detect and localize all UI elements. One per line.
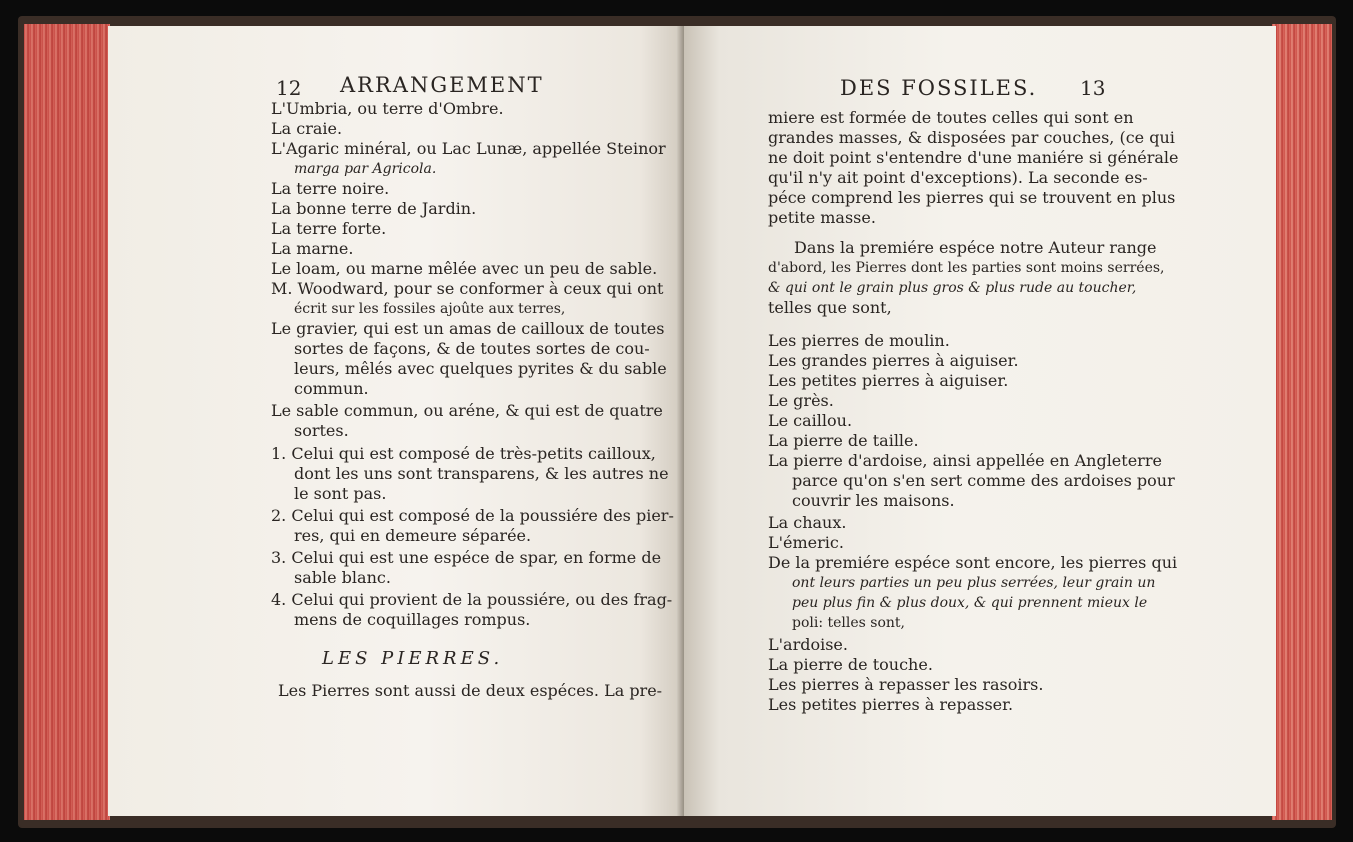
text-line: Le gravier, qui est un amas de cailloux de toutes: [271, 319, 665, 338]
text-line: L'ardoise.: [768, 635, 848, 654]
text-line: res, qui en demeure séparée.: [294, 526, 532, 545]
text-line: petite masse.: [768, 208, 876, 227]
text-line: sable blanc.: [294, 568, 391, 587]
page-number-right: 13: [1080, 76, 1106, 100]
text-line: Les petites pierres à repasser.: [768, 695, 1014, 714]
text-line: mens de coquillages rompus.: [294, 610, 531, 629]
page-number-left: 12: [276, 76, 302, 100]
text-line: De la premiére espéce sont encore, les pierres qui: [768, 553, 1178, 572]
page-edges-right: [1272, 24, 1332, 820]
text-line: Dans la premiére espéce notre Auteur range: [794, 238, 1157, 257]
text-line: Les pierres à repasser les rasoirs.: [768, 675, 1044, 694]
running-head-right: DES FOSSILES.: [840, 76, 1038, 100]
text-line: péce comprend les pierres qui se trouvent en plus: [768, 188, 1176, 207]
text-line: La terre forte.: [271, 219, 387, 238]
text-line: peu plus fin & plus doux, & qui prennent mieux le: [792, 595, 1148, 611]
text-line: 4. Celui qui provient de la poussiére, ou des frag-: [271, 590, 673, 609]
running-head-left: ARRANGEMENT: [340, 73, 544, 97]
text-line: ont leurs parties un peu plus serrées, leur grain un: [792, 575, 1156, 591]
text-line: La pierre d'ardoise, ainsi appellée en Angleterre: [768, 451, 1162, 470]
text-line: Les grandes pierres à aiguiser.: [768, 351, 1019, 370]
page-edges-left: [24, 24, 110, 820]
text-line: Le grès.: [768, 391, 834, 410]
text-line: La chaux.: [768, 513, 847, 532]
text-line: telles que sont,: [768, 298, 892, 317]
text-line: dont les uns sont transparens, & les autres ne: [294, 464, 669, 483]
text-line: 2. Celui qui est composé de la poussiére des pier-: [271, 506, 674, 525]
section-title: LES PIERRES.: [322, 648, 504, 669]
left-page: [108, 26, 686, 816]
text-line: d'abord, les Pierres dont les parties sont moins serrées,: [768, 260, 1165, 276]
text-line: Le sable commun, ou aréne, & qui est de quatre: [271, 401, 663, 420]
text-line: le sont pas.: [294, 484, 387, 503]
text-line: Le caillou.: [768, 411, 853, 430]
text-line: miere est formée de toutes celles qui sont en: [768, 108, 1134, 127]
right-page: [684, 26, 1276, 816]
text-line: La pierre de taille.: [768, 431, 919, 450]
text-line: poli: telles sont,: [792, 615, 906, 631]
text-line: écrit sur les fossiles ajoûte aux terres,: [294, 301, 566, 317]
text-line: La terre noire.: [271, 179, 390, 198]
text-line: parce qu'on s'en sert comme des ardoises pour: [792, 471, 1175, 490]
text-line: grandes masses, & disposées par couches, (ce qui: [768, 128, 1175, 147]
text-line: Les pierres de moulin.: [768, 331, 950, 350]
text-line: La pierre de touche.: [768, 655, 933, 674]
text-line: L'Umbria, ou terre d'Ombre.: [271, 99, 504, 118]
text-line: leurs, mêlés avec quelques pyrites & du sable: [294, 359, 667, 378]
text-line: L'Agaric minéral, ou Lac Lunæ, appellée Steinor: [271, 139, 666, 158]
text-line: M. Woodward, pour se conformer à ceux qui ont: [271, 279, 664, 298]
text-line: couvrir les maisons.: [792, 491, 955, 510]
text-line: qu'il n'y ait point d'exceptions). La seconde es-: [768, 168, 1148, 187]
text-line: 1. Celui qui est composé de très-petits cailloux,: [271, 444, 656, 463]
text-line: Les petites pierres à aiguiser.: [768, 371, 1009, 390]
text-line: Les Pierres sont aussi de deux espéces. La pre-: [278, 681, 663, 700]
text-line: Le loam, ou marne mêlée avec un peu de sable.: [271, 259, 658, 278]
text-line: & qui ont le grain plus gros & plus rude au toucher,: [768, 280, 1137, 296]
text-line: La bonne terre de Jardin.: [271, 199, 477, 218]
text-line: La marne.: [271, 239, 354, 258]
text-line: sortes de façons, & de toutes sortes de cou-: [294, 339, 650, 358]
text-line: 3. Celui qui est une espéce de spar, en forme de: [271, 548, 662, 567]
text-line: L'émeric.: [768, 533, 844, 552]
text-line: commun.: [294, 379, 369, 398]
text-line: ne doit point s'entendre d'une maniére si générale: [768, 148, 1179, 167]
text-line: La craie.: [271, 119, 343, 138]
text-line: sortes.: [294, 421, 349, 440]
text-line: marga par Agricola.: [294, 161, 437, 177]
